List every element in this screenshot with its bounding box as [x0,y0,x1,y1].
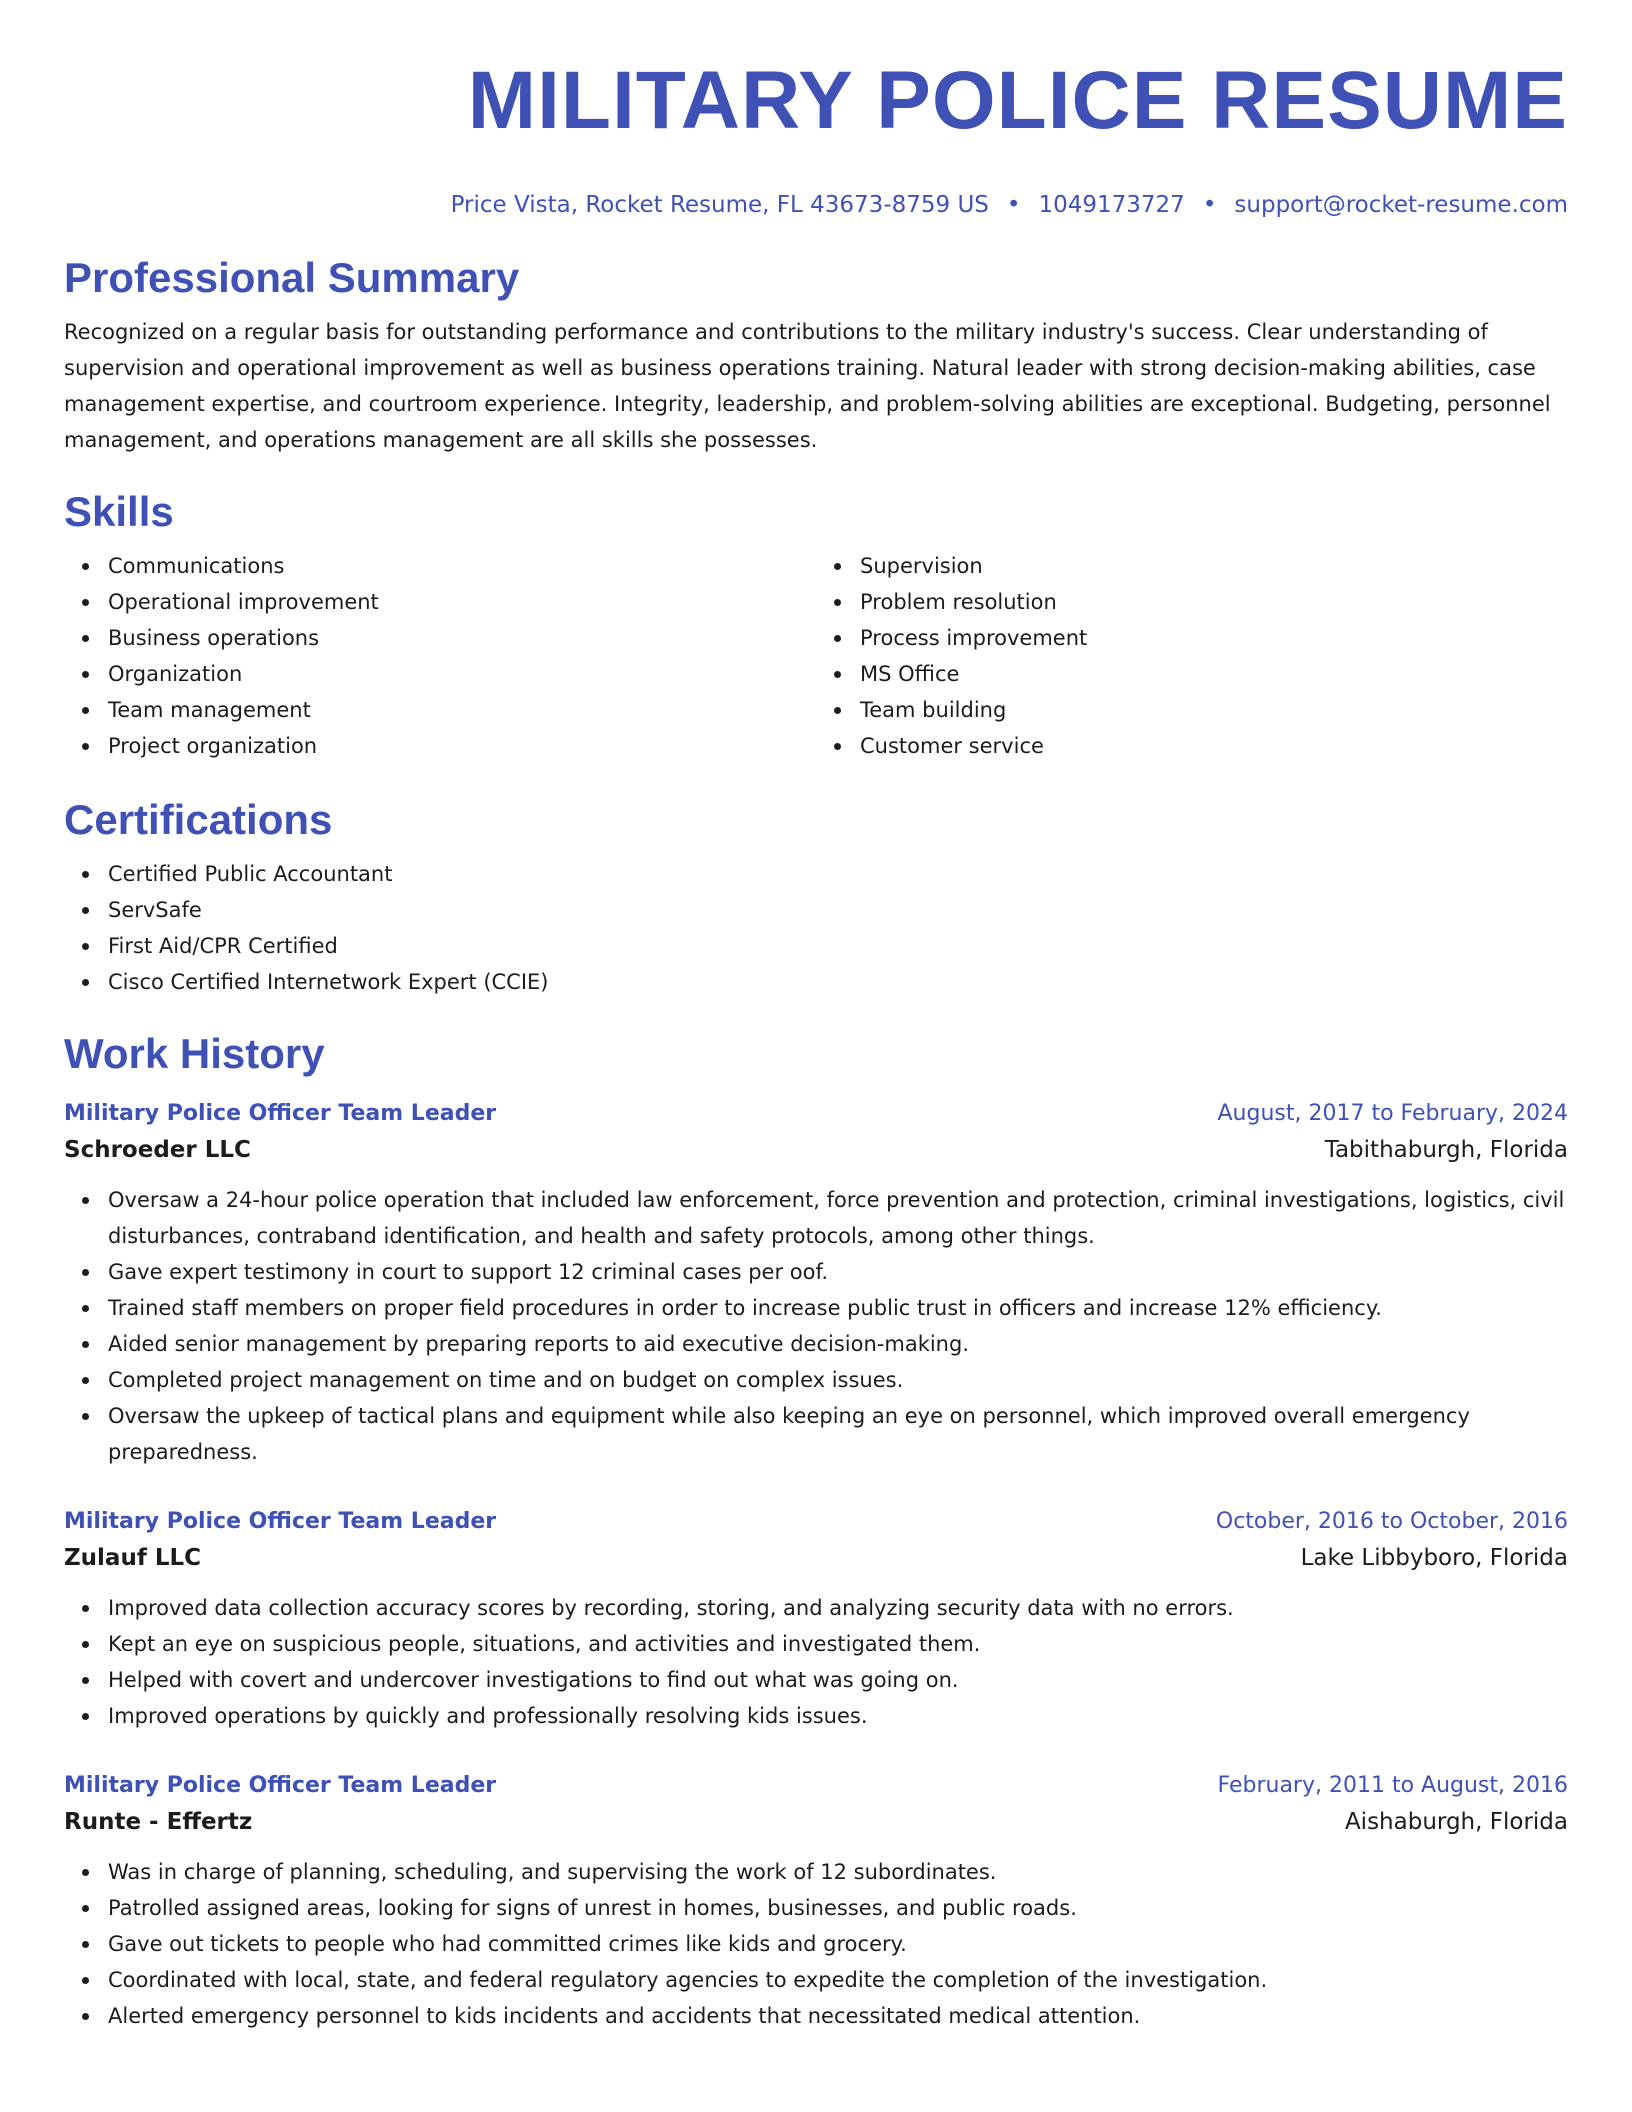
job-bullet: Completed project management on time and on budget on complex issues. [108,1362,1568,1398]
work-history-heading: Work History [64,1030,325,1077]
job-bullets [64,1590,1568,1734]
job-bullet: Kept an eye on suspicious people, situations, and activities and investigated them. [108,1626,1568,1662]
job-bullet: Improved data collection accuracy scores by recording, storing, and analyzing security data with no errors. [108,1590,1568,1626]
certification-item: Certified Public Accountant [108,856,1568,892]
certification-item: ServSafe [108,892,1568,928]
job-entry [64,1096,1568,1470]
certification-item: First Aid/CPR Certified [108,928,1568,964]
job-dates: October, 2016 to October, 2016 [1215,1509,1568,1534]
job-entry [64,1504,1568,1734]
job-company: Zulauf LLC [64,1545,202,1571]
skills-column-right [816,548,1568,764]
skills-list [64,548,1568,764]
job-bullet: Coordinated with local, state, and federal regulatory agencies to expedite the completion of the investigation. [108,1962,1568,1998]
job-company: Runte - Effertz [64,1809,253,1835]
skill-item: Supervision [860,548,1568,584]
skills-column-left [64,548,816,764]
job-bullet: Gave expert testimony in court to support 12 criminal cases per oof. [108,1254,1568,1290]
job-bullet: Aided senior management by preparing reports to aid executive decision-making. [108,1326,1568,1362]
contact-separator: • [1006,192,1021,218]
job-bullet: Gave out tickets to people who had committed crimes like kids and grocery. [108,1926,1568,1962]
resume-title: MILITARY POLICE RESUME [467,55,1568,146]
contact-address: Price Vista, Rocket Resume, FL 43673-8759 US [450,192,989,218]
job-dates: August, 2017 to February, 2024 [1217,1101,1568,1126]
skill-item: Operational improvement [108,584,816,620]
job-company: Schroeder LLC [64,1137,251,1163]
job-location: Aishaburgh, Florida [1344,1809,1568,1835]
skill-item: MS Office [860,656,1568,692]
job-dates: February, 2011 to August, 2016 [1217,1773,1568,1798]
skill-item: Team management [108,692,816,728]
skills-heading: Skills [64,488,174,535]
job-bullet: Helped with covert and undercover investigations to find out what was going on. [108,1662,1568,1698]
job-bullets [64,1854,1568,2034]
certifications-list [64,856,1568,1000]
skill-item: Business operations [108,620,816,656]
skill-item: Problem resolution [860,584,1568,620]
job-title: Military Police Officer Team Leader [64,1509,497,1534]
job-bullet: Oversaw a 24-hour police operation that included law enforcement, force prevention and protection, criminal investigations, logistics, civil disturbances, contraband identification, and health and safety protocols, among other things. [108,1182,1568,1254]
job-entry [64,1768,1568,2034]
job-title: Military Police Officer Team Leader [64,1101,497,1126]
contact-phone: 1049173727 [1038,192,1185,218]
certification-item: Cisco Certified Internetwork Expert (CCIE) [108,964,1568,1000]
job-title: Military Police Officer Team Leader [64,1773,497,1798]
contact-line [64,190,1568,220]
job-bullet: Improved operations by quickly and professionally resolving kids issues. [108,1698,1568,1734]
resume-page [64,0,1568,2034]
job-location: Lake Libbyboro, Florida [1300,1545,1568,1571]
skill-item: Organization [108,656,816,692]
skill-item: Process improvement [860,620,1568,656]
job-bullet: Trained staff members on proper field procedures in order to increase public trust in officers and increase 12% efficiency. [108,1290,1568,1326]
contact-email[interactable]: support@rocket-resume.com [1234,192,1568,218]
summary-heading: Professional Summary [64,254,520,301]
certifications-heading: Certifications [64,796,333,843]
job-bullet: Oversaw the upkeep of tactical plans and equipment while also keeping an eye on personnel, which improved overall emergency preparedness. [108,1398,1568,1470]
summary-text: Recognized on a regular basis for outstanding performance and contributions to the military industry's success. Clear understanding of supervision and operational improvement as well as business operations training. Natural leader with strong decision-making abilities, case management expertise, and courtroom experience. Integrity, leadership, and problem-solving abilities are exceptional. Budgeting, personnel management, and operations management are all skills she possesses. [64,320,1551,452]
contact-separator: • [1202,192,1217,218]
skill-item: Team building [860,692,1568,728]
skill-item: Customer service [860,728,1568,764]
job-location: Tabithaburgh, Florida [1324,1137,1568,1163]
job-bullet: Alerted emergency personnel to kids incidents and accidents that necessitated medical attention. [108,1998,1568,2034]
job-bullets [64,1182,1568,1470]
job-bullet: Patrolled assigned areas, looking for signs of unrest in homes, businesses, and public roads. [108,1890,1568,1926]
skill-item: Project organization [108,728,816,764]
job-bullet: Was in charge of planning, scheduling, and supervising the work of 12 subordinates. [108,1854,1568,1890]
skill-item: Communications [108,548,816,584]
